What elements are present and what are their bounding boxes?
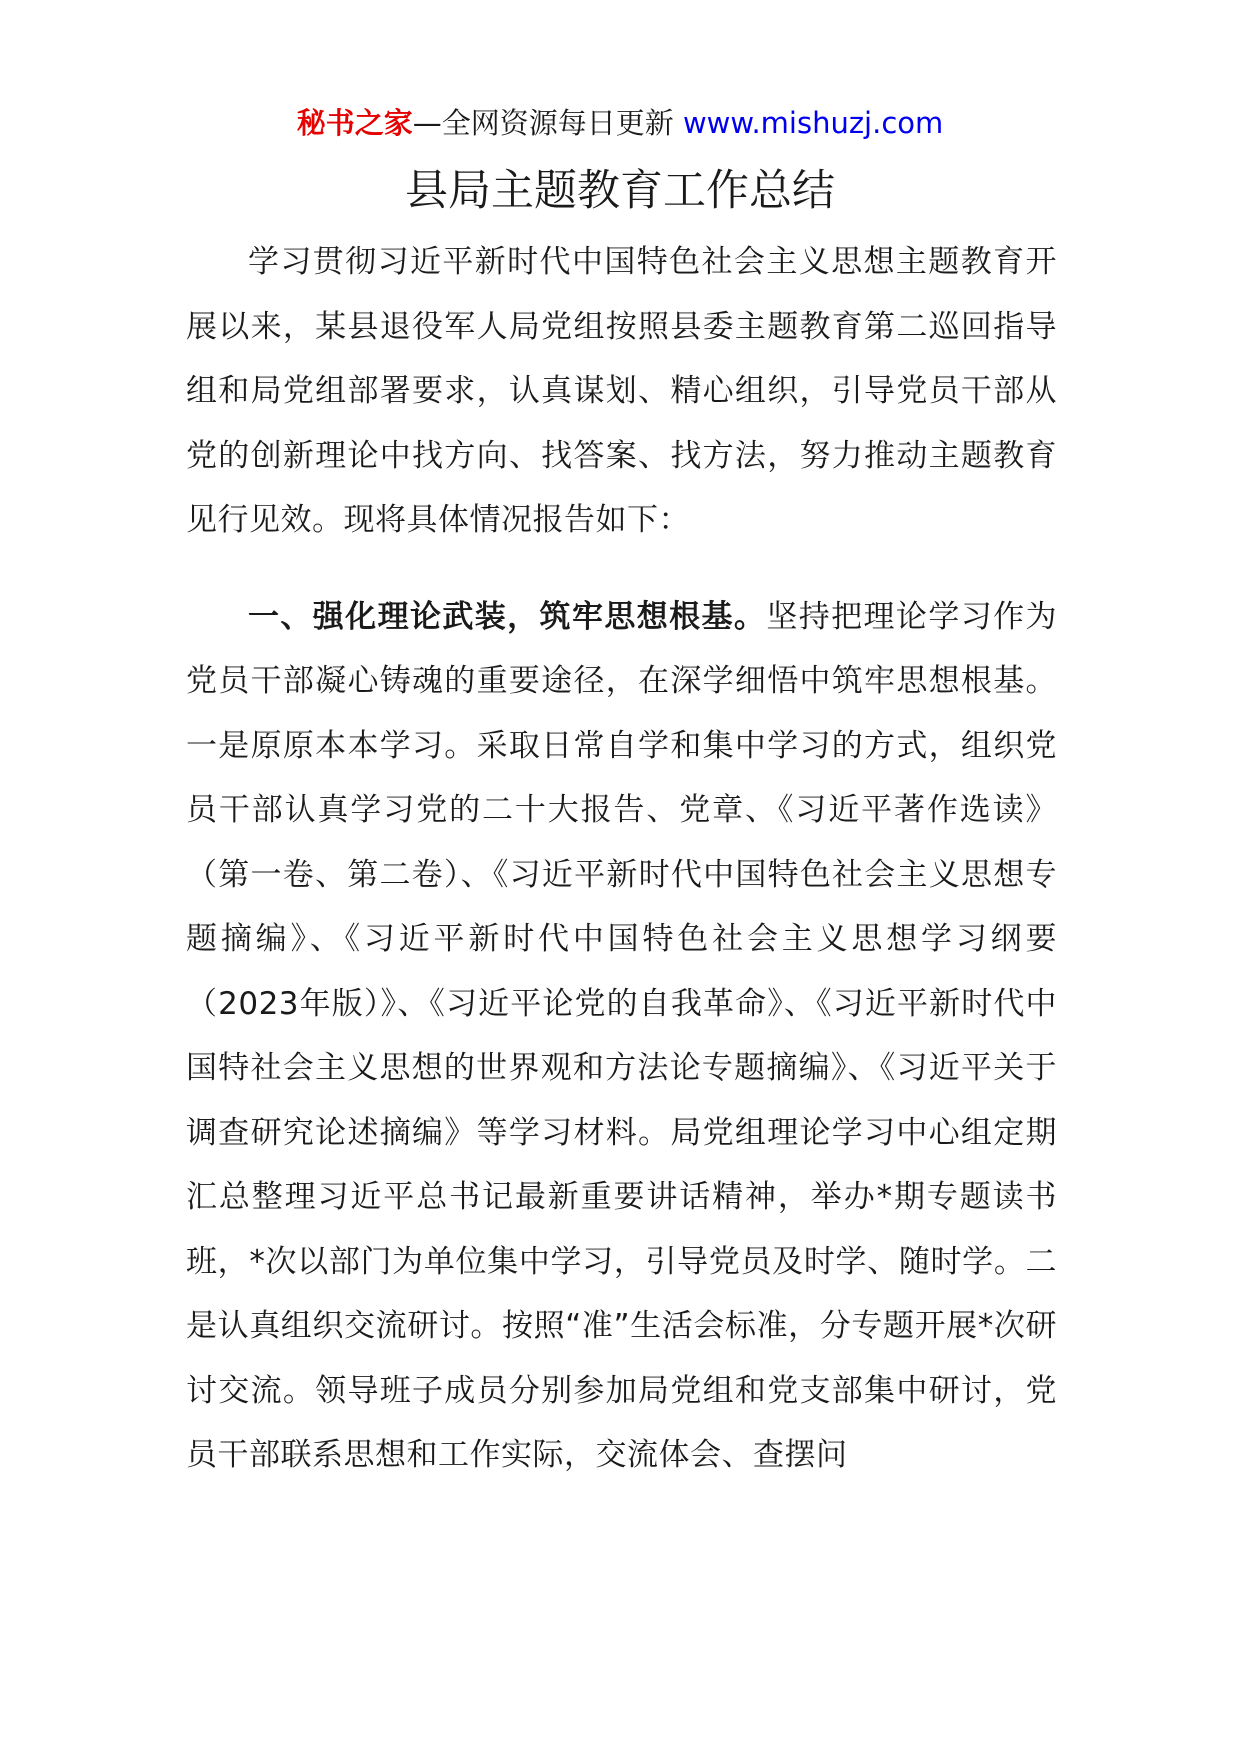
site-url-link[interactable]: www.mishuzj.com [682, 106, 944, 140]
site-banner [0, 103, 1240, 143]
section-1-heading: 一、强化理论武装，筑牢思想根基。 [248, 598, 767, 635]
section-1-text: 坚持把理论学习作为党员干部凝心铸魂的重要途径，在深学细悟中筑牢思想根基。一是原原本本学习。采取日常自学和集中学习的方式，组织党员干部认真学习党的二十大报告、党章、《习近平著作选读》（第一卷、第二卷）、《习近平新时代中国特色社会主义思想专题摘编》、《习近平新时代中国特色社会主义思想学习纲要（2023年版）》、《习近平论党的自我革命》、《习近平新时代中国特社会主义思想的世界观和方法论专题摘编》、《习近平关于调查研究论述摘编》等学习材料。局党组理论学习中心组定期汇总整理习近平总书记最新重要讲话精神，举办*期专题读书班，*次以部门为单位集中学习，引导党员及时学、随时学。二是认真组织交流研讨。按照“准”生活会标准，分专题开展*次研讨交流。领导班子成员分别参加局党组和党支部集中研讨，党员干部联系思想和工作实际，交流体会、查摆问 [186, 598, 1058, 1473]
banner-tagline: —全网资源每日更新 [412, 106, 683, 140]
intro-paragraph: 学习贯彻习近平新时代中国特色社会主义思想主题教育开展以来，某县退役军人局党组按照县委主题教育第二巡回指导组和局党组部署要求，认真谋划、精心组织，引导党员干部从党的创新理论中找方向、找答案、找方法，努力推动主题教育见行见效。现将具体情况报告如下： [186, 244, 1057, 538]
document-body [186, 230, 1057, 1488]
document-title: 县局主题教育工作总结 [405, 166, 835, 216]
brand-name: 秘书之家 [296, 106, 413, 140]
section-1-paragraph [186, 585, 1057, 1488]
